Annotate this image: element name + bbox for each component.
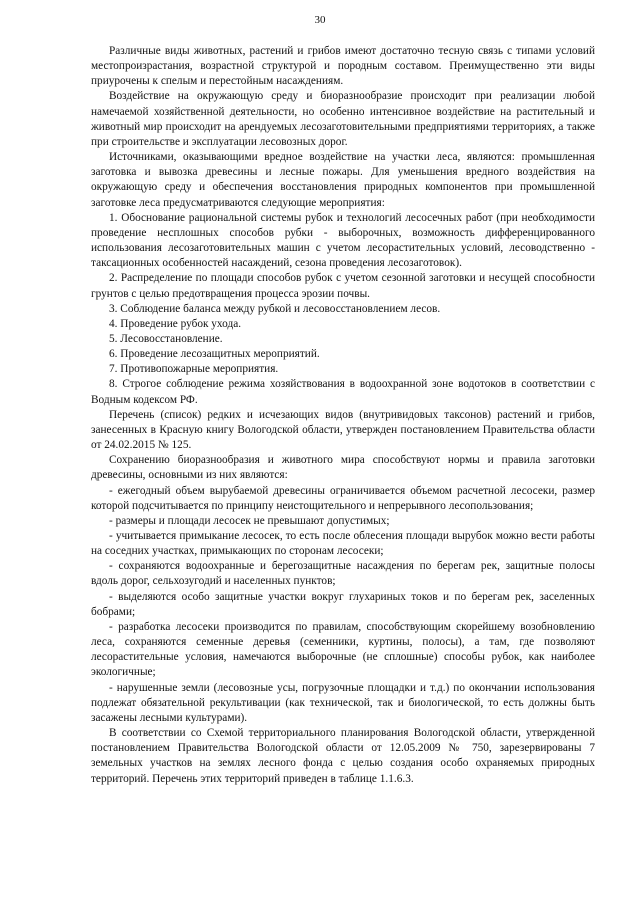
measure-item-5: 5. Лесовосстановление.: [109, 332, 223, 345]
rule-item-adjacency: - учитывается примыкание лесосек, то есть после облесения площади вырубок можно вести работы на соседних участках, примыкающих по сторонам лесосеки;: [91, 530, 595, 558]
paragraph-environmental-impact: Воздействие на окружающую среду и биоразнообразие происходит при реализации любой намечаемой хозяйственной деятельности, но особенно интенсивное воздействие на растительный и животный мир происходит на арендуемых лесозаготовительными предприятиями территориях, а также при строительстве и эксплуатации лесовозных дорог.: [91, 90, 595, 148]
rule-item-special-protection: - выделяются особо защитные участки вокруг глухариных токов и по берегам рек, заселенных бобрами;: [91, 590, 595, 618]
rule-item-regeneration: - разработка лесосеки производится по правилам, способствующим скорейшему возобновлению леса, сохраняются семенные деревья (семенники, куртины, полосы), а там, где позволяют лесорастительные условия, намечаются выборочные (не сплошные) способы рубок, как наиболее экологичные;: [91, 620, 595, 679]
measure-item-3: 3. Соблюдение баланса между рубкой и лесовосстановлением лесов.: [109, 302, 441, 315]
rule-item-reclamation: - нарушенные земли (лесовозные усы, погрузочные площадки и т.д.) по окончании использования подлежат обязательной рекультивации (как технической, так и биологической, то есть должны быть засажены лесными культурами).: [91, 681, 595, 724]
paragraph-biodiversity-links: Различные виды животных, растений и грибов имеют достаточно тесную связь с типами условий местопроизрастания, возрастной структурой и породным составом. Преимущественно эти виды приурочены к спелым и перестойным насаждениям.: [91, 45, 595, 88]
paragraph-harvesting-rules: Сохранению биоразнообразия и животного мира способствуют нормы и правила заготовки древесины, основными из них являются:: [91, 454, 595, 482]
page-number: 30: [314, 14, 326, 26]
paragraph-harm-sources: Источниками, оказывающими вредное воздействие на участки леса, являются: промышленная заготовка и вывозка древесины и лесные пожары. Для уменьшения вредного воздействия на окружающую среду и обеспечения восстановления природных компонентов при промышленной заготовке леса предусматриваются следующие мероприятия:: [91, 151, 595, 209]
rule-item-cutting-area-size: - размеры и площади лесосек не превышают допустимых;: [109, 514, 390, 527]
paragraph-red-book-list: Перечень (список) редких и исчезающих видов (внутривидовых таксонов) растений и грибов, занесенных в Красную книгу Вологодской области, утвержден постановлением Правительства области от 24.02.2015 № 125.: [91, 408, 595, 452]
measure-item-2: 2. Распределение по площади способов рубок с учетом сезонной заготовки и несущей способности грунтов с целью предотвращения процесса эрозии почвы.: [91, 272, 595, 300]
measure-item-4: 4. Проведение рубок ухода.: [109, 317, 242, 330]
measure-item-8: 8. Строгое соблюдение режима хозяйствования в водоохранной зоне водотоков в соответствии с Водным кодексом РФ.: [91, 378, 595, 406]
measure-item-6: 6. Проведение лесозащитных мероприятий.: [109, 348, 320, 361]
measure-item-1: 1. Обоснование рациональной системы рубок и технологий лесосечных работ (при необходимости проведение несплошных способов рубки - выборочных, возможность дифференцированного использования лесозаготовительных машин с учетом лесорастительных условий, лесоводственно - таксационных особенностей насаждений, сезона проведения лесозаготовок).: [91, 211, 595, 270]
paragraph-territorial-planning: В соответствии со Схемой территориального планирования Вологодской области, утвержденной постановлением Правительства Вологодской области от 12.05.2009 № 750, зарезервированы 7 земельных участков на землях лесного фонда с целью создания особо охраняемых природных территорий. Перечень этих территорий приведен в таблице 1.1.6.3.: [91, 727, 595, 785]
rule-item-annual-volume: - ежегодный объем вырубаемой древесины ограничивается объемом расчетной лесосеки, размер которой подсчитывается по принципу неистощительного и непрерывного лесопользования;: [91, 484, 595, 512]
body-text: [91, 44, 595, 787]
rule-item-protective-stands: - сохраняются водоохранные и берегозащитные насаждения по берегам рек, защитные полосы вдоль дорог, сельхозугодий и населенных пунктов;: [91, 560, 595, 588]
measure-item-7: 7. Противопожарные мероприятия.: [109, 363, 279, 376]
